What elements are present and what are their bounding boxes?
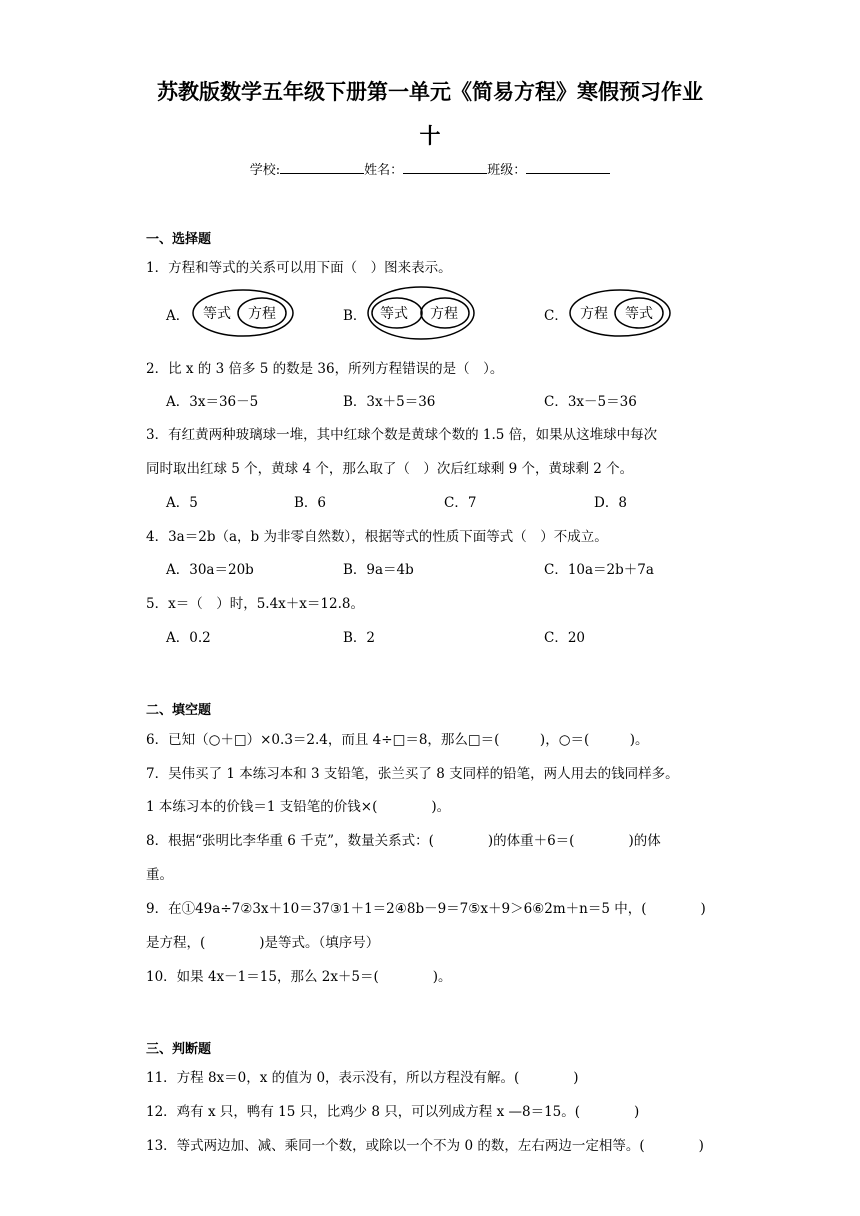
q1-a-outer-label: 等式 — [203, 306, 231, 322]
question-2: 2．比 x 的 3 倍多 5 的数是 36，所列方程错误的是（ ）。 — [146, 361, 504, 377]
q1-b-right-label: 方程 — [430, 306, 458, 322]
q2-option-c[interactable]: C．3x－5＝36 — [544, 394, 637, 410]
section-heading-judge: 三、判断题 — [146, 1042, 212, 1057]
q5-option-c[interactable]: C．20 — [544, 630, 586, 646]
doc-title-line2: 十 — [419, 124, 441, 148]
q1-option-a-diagram[interactable] — [190, 287, 296, 339]
question-1: 1．方程和等式的关系可以用下面（ ）图来表示。 — [146, 260, 452, 276]
question-4: 4．3a＝2b（a，b 为非零自然数），根据等式的性质下面等式（ ）不成立。 — [146, 529, 608, 545]
q2-option-a[interactable]: A．3x＝36－5 — [166, 394, 259, 410]
school-label: 学校: — [249, 163, 281, 178]
question-9-line2: 是方程，( )是等式。（填序号） — [146, 935, 380, 951]
section-heading-choice: 一、选择题 — [146, 232, 212, 247]
question-12: 12．鸡有 x 只，鸭有 15 只，比鸡少 8 只，可以列成方程 x —8＝15。( ) — [146, 1104, 640, 1120]
doc-title-line1: 苏教版数学五年级下册第一单元《简易方程》寒假预习作业 — [157, 80, 703, 104]
name-label: 姓名： — [364, 163, 404, 178]
question-3-line1: 3．有红黄两种玻璃球一堆，其中红球个数是黄球个数的 1.5 倍，如果从这堆球中每次 — [146, 427, 658, 443]
question-3-line2: 同时取出红球 5 个，黄球 4 个，那么取了（ ）次后红球剩 9 个，黄球剩 2 个。 — [146, 461, 634, 477]
q1-c-outer-label: 方程 — [580, 306, 608, 322]
q5-option-a[interactable]: A．0.2 — [166, 630, 211, 646]
section-heading-fill: 二、填空题 — [146, 703, 212, 718]
q1-b-left-label: 等式 — [380, 306, 408, 322]
question-10: 10．如果 4x－1＝15，那么 2x＋5＝( )。 — [146, 969, 452, 985]
q1-c-inner-label: 等式 — [625, 306, 653, 322]
question-7-line2: 1 本练习本的价钱＝1 支铅笔的价钱×( )。 — [146, 799, 451, 815]
student-info-row — [0, 159, 860, 178]
question-7-line1: 7．吴伟买了 1 本练习本和 3 支铅笔，张兰买了 8 支同样的铅笔，两人用去的钱同样多。 — [146, 766, 679, 782]
question-8-line1: 8．根据“张明比李华重 6 千克”，数量关系式：( )的体重＋6＝( )的体 — [146, 833, 661, 849]
q3-option-b[interactable]: B．6 — [294, 495, 327, 511]
q4-option-c[interactable]: C．10a＝2b＋7a — [544, 562, 654, 578]
question-5: 5．x＝（ ）时，5.4x＋x＝12.8。 — [146, 596, 364, 612]
q2-option-b[interactable]: B．3x＋5＝36 — [343, 394, 436, 410]
q1-option-c-letter[interactable]: C． — [544, 308, 568, 324]
q4-option-a[interactable]: A．30a＝20b — [166, 562, 254, 578]
q1-a-inner-label: 方程 — [248, 306, 276, 322]
q3-option-c[interactable]: C．7 — [444, 495, 477, 511]
question-8-line2: 重。 — [146, 867, 173, 883]
q1-option-a-letter[interactable]: A． — [166, 308, 190, 324]
question-13: 13．等式两边加、减、乘同一个数，或除以一个不为 0 的数，左右两边一定相等。( ) — [146, 1138, 704, 1154]
q1-option-c-diagram[interactable] — [567, 287, 673, 339]
q1-option-b-letter[interactable]: B． — [343, 308, 367, 324]
question-9-line1: 9．在①49a÷7②3x＋10＝37③1＋1＝2④8b－9＝7⑤x＋9＞6⑥2m＋n＝5 中，( ) — [146, 901, 706, 917]
class-blank[interactable] — [526, 160, 610, 174]
q1-option-b-diagram[interactable] — [366, 285, 476, 341]
q5-option-b[interactable]: B．2 — [343, 630, 376, 646]
school-blank[interactable] — [280, 160, 364, 174]
name-blank[interactable] — [403, 160, 487, 174]
question-11: 11．方程 8x＝0，x 的值为 0，表示没有，所以方程没有解。( ) — [146, 1070, 579, 1086]
q3-option-a[interactable]: A．5 — [166, 495, 198, 511]
q4-option-b[interactable]: B．9a＝4b — [343, 562, 414, 578]
question-6: 6．已知（○＋□）×0.3＝2.4，而且 4÷□＝8，那么□＝( )，○＝( )。 — [146, 732, 649, 748]
class-label: 班级： — [487, 163, 527, 178]
q3-option-d[interactable]: D．8 — [594, 495, 627, 511]
